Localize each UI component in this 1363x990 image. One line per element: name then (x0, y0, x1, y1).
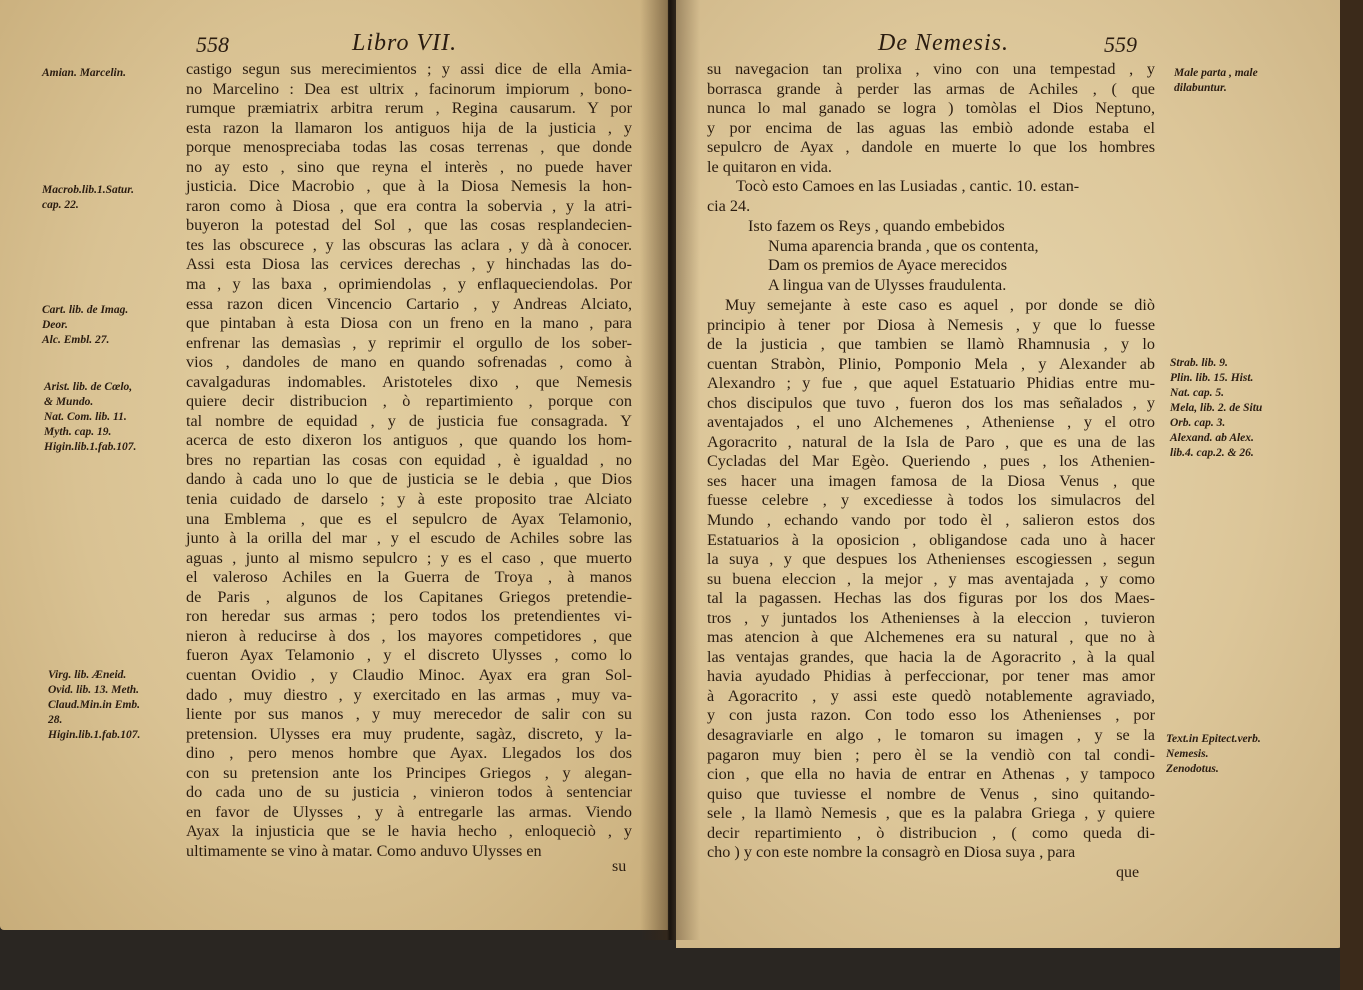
text-line: castigo segun sus merecimientos ; y assi dice de ella Amia- (186, 60, 632, 78)
text-line: cavalgaduras indomables. Aristoteles dixo , que Nemesis (186, 372, 632, 391)
verse-line: Numa aparencia branda , que os contenta, (768, 236, 1039, 255)
text-line: Ayax la injusticia que se le havia hecho , enloqueciò , y (186, 822, 632, 841)
text-line: porque menospreciaba todas las cosas terrenas , que donde (186, 138, 632, 157)
text-line: una Emblema , que es el sepulcro de Ayax Telamonio, (186, 509, 632, 528)
text-line: Estatuarios à la oposicion , obligandose cada uno à hacer (707, 530, 1155, 549)
margin-note-line: Claud.Min.in Emb. (48, 699, 141, 711)
text-line: pagaron muy bien ; pero èl se la vendiò con tal condi- (707, 745, 1155, 764)
text-line: enfrenar las demasìas , y reprimir el orgullo de los sober- (186, 333, 632, 352)
margin-note-line: Arist. lib. de Cœlo, (44, 381, 133, 393)
text-line: buyeron la potestad del Sol , que las cosas resplandecien- (186, 216, 632, 235)
text-line: le quitaron en vida. (707, 157, 832, 176)
margin-note-line: Plin. lib. 15. Hist. (1170, 372, 1254, 384)
book-edge (1340, 0, 1363, 990)
book-gutter (640, 0, 700, 940)
text-line: vios , dandoles de mano en quando sofrenadas , como à (186, 353, 632, 372)
left-margin-note (48, 668, 140, 743)
text-line: esta razon la llamaron los antiguos hija de la justicia , y (186, 118, 632, 137)
text-line: cho ) y con este nombre la consagrò en Diosa suya , para (707, 843, 1076, 862)
margin-note-line: Cart. lib. de Imag. (42, 304, 129, 316)
left-margin-note (42, 303, 128, 348)
camoes-citation-cont (707, 197, 750, 217)
text-line: y por encima de las aguas las embiò adonde estaba el (707, 118, 1155, 137)
left-running-header: Libro VII. (352, 30, 458, 56)
margin-note-line: Zenodotus. (1166, 763, 1219, 775)
camoes-citation-line: cia 24. (707, 197, 751, 215)
text-line: dando à cada uno lo que de justicia se le debia , que Dios (186, 470, 632, 489)
margin-note-line: 28. (48, 714, 63, 726)
text-line: tenia cuidado de darselo ; y à este proposito trae Alciato (186, 490, 632, 509)
text-line: tes las obscurece , y las obscuras las aclara , y dà à conocer. (186, 235, 632, 254)
right-page (676, 0, 1342, 948)
text-line: cuentan Ovidio , y Claudio Minoc. Ayax era gran Sol- (186, 665, 632, 684)
text-line: sele , la llamò Nemesis , que es la palabra Griega , y quiere (707, 804, 1155, 823)
text-line: principio à tener por Diosa à Nemesis , y que lo fuesse (707, 315, 1155, 334)
left-page-number: 558 (196, 32, 229, 57)
left-body-text (186, 60, 632, 861)
text-line: ses hacer una imagen famosa de la Diosa Venus , que (707, 471, 1155, 490)
text-line: cion , que ella no havia de entrar en Athenas , y tampoco (707, 765, 1155, 784)
right-body-text-top (707, 60, 1155, 177)
right-catchword: que (1116, 864, 1140, 881)
margin-note-line: Nat. Com. lib. 11. (44, 411, 127, 423)
text-line: fueron Ayax Telamonio , y el discreto Ulysses , como lo (186, 646, 632, 665)
text-line: desagraviarle en algo , le tomaron su imagen , y se la (707, 726, 1155, 745)
text-line: Mundo , echando vando por todo èl , salieron estos dos (707, 511, 1155, 530)
text-line: ron heredar sus armas ; pero todos los pretendientes vi- (186, 607, 632, 626)
text-line: con su pretension ante los Principes Griegos , y alegan- (186, 763, 632, 782)
text-line: havia ayudado Phidias à perfeccionar, por tener mas amor (707, 667, 1155, 686)
verse-line: Isto fazem os Reys , quando embebidos (748, 217, 1005, 235)
text-line: pretension. Ulysses era muy prudente, sagàz, discreto, y la- (186, 724, 632, 743)
text-line: Assi esta Diosa las cervices derechas , y hinchadas las do- (186, 255, 632, 274)
text-line: essa razon dicen Vincencio Cartario , y Andreas Alciato, (186, 294, 632, 313)
margin-note-line: Amian. Marcelin. (42, 67, 127, 79)
text-line: en favor de Ulysses , y à entregarle las armas. Viendo (186, 802, 632, 821)
text-line: tal la pagassen. Hechas las dos figuras por los dos Maes- (707, 589, 1155, 608)
text-line: junto à la orilla del mar , y el escudo de Achiles sobre las (186, 529, 632, 548)
text-line: à Agoracrito , y assi este quedò notablemente agraviado, (707, 686, 1155, 705)
right-margin-note (1174, 66, 1258, 96)
margin-note-line: Mela, lib. 2. de Situ (1170, 402, 1263, 414)
text-line: fuesse celebre , y excediesse à todos los simulacros del (707, 491, 1155, 510)
camoes-citation-line: Tocò esto Camoes en las Lusiadas , cantic. 10. estan- (736, 177, 1080, 195)
text-line: bres no repartian las cosas con equidad , è igualdad , no (186, 450, 632, 469)
text-line: raron como à Diosa , que era contra la sobervia , y la atri- (186, 196, 632, 215)
text-line: que pintaban à esta Diosa con un freno en la mano , para (186, 314, 632, 333)
text-line: y con justa razon. Con todo esso los Athenienses , por (707, 706, 1155, 725)
margin-note-line: Male parta , male (1174, 67, 1258, 79)
camoes-citation (736, 177, 1079, 197)
margin-note-line: Deor. (42, 319, 68, 331)
text-line: su navegacion tan prolixa , vino con una tempestad , y (707, 60, 1155, 78)
text-line: ma , y las baxa , oprimiendolas , y enflaqueciendolas. Por (186, 275, 632, 294)
text-line: quiso que tuviesse el nombre de Venus , sino quitando- (707, 784, 1155, 803)
text-line: cuentan Strabòn, Plinio, Pomponio Mela , y Alexander ab (707, 354, 1155, 373)
text-line: rumque præmiatrix arbitra rerum , Regina causarum. Y por (186, 99, 632, 118)
left-margin-note (44, 380, 136, 455)
text-line: tros , y juntados los Athenienses à la eleccion , tuvieron (707, 608, 1155, 627)
verse-block (748, 217, 1039, 295)
text-line: dino , pero menos hombre que Ayax. Llegados los dos (186, 744, 632, 763)
margin-note-line: Text.in Epitect.verb. (1166, 733, 1261, 745)
text-line: justicia. Dice Macrobio , que à la Diosa Nemesis la hon- (186, 177, 632, 196)
right-page-number: 559 (1104, 32, 1137, 57)
left-catchword: su (612, 858, 627, 875)
left-margin-note (42, 183, 134, 213)
text-line: nunca lo mal ganado se logra ) tomòlas el Dios Neptuno, (707, 99, 1155, 118)
margin-note-line: Alc. Embl. 27. (42, 334, 110, 346)
text-line: las ventajas grandes, que hacia la de Agoracrito , à la qual (707, 647, 1155, 666)
text-line: borrasca grande à perder las armas de Achiles , ( que (707, 79, 1155, 98)
text-line: decir repartimiento , ò distribucion , ( como queda di- (707, 823, 1155, 842)
text-line: no ay esto , sino que reyna el interès , no puede haver (186, 157, 632, 176)
text-line: Alexandro ; y fue , que aquel Estatuario Phidias entre mu- (707, 374, 1155, 393)
margin-note-line: Higin.lib.1.fab.107. (48, 729, 141, 741)
right-margin-note (1166, 732, 1261, 777)
margin-note-line: Ovid. lib. 13. Meth. (48, 684, 140, 696)
text-line: do cada uno de su justicia , vinieron todos à sentenciar (186, 783, 632, 802)
text-line: aventajados , el uno Alchemenes , Atheniense , y el otro (707, 413, 1155, 432)
margin-note-line: Virg. lib. Æneid. (48, 669, 127, 681)
text-line: ultimamente se vino à matar. Como anduvo Ulysses en (186, 841, 542, 860)
text-line: mas atencion à que Alchemenes era su natural , que no à (707, 628, 1155, 647)
text-line: de Paris , algunos de los Capitanes Griegos pretendie- (186, 587, 632, 606)
margin-note-line: Nemesis. (1166, 748, 1209, 760)
text-line: sepulcro de Ayax , dandole en muerte lo que los hombres (707, 138, 1155, 157)
margin-note-line: lib.4. cap.2. & 26. (1170, 447, 1254, 459)
text-line: Muy semejante à este caso es aquel , por donde se diò (725, 296, 1155, 314)
margin-note-line: Higin.lib.1.fab.107. (44, 441, 137, 453)
text-line: dado , muy diestro , y exercitado en las armas , muy va- (186, 685, 632, 704)
text-line: el valeroso Achiles en la Guerra de Troya , à manos (186, 568, 632, 587)
margin-note-line: Strab. lib. 9. (1170, 357, 1228, 369)
text-line: no Marcelino : Dea est ultrix , facinorum impiorum , bono- (186, 79, 632, 98)
text-line: de la justicia , que tambien se llamò Rhamnusia , y lo (707, 335, 1155, 354)
left-margin-note (42, 66, 126, 81)
text-line: acerca de esto dixeron los antiguos , que quando los hom- (186, 431, 632, 450)
right-body-text-bottom (707, 296, 1155, 863)
margin-note-line: Nat. cap. 5. (1170, 387, 1224, 399)
verse-line: Dam os premios de Ayace merecidos (768, 256, 1008, 275)
text-line: quiere decir distribucion , ò repartimiento , porque con (186, 392, 632, 411)
text-line: tal nombre de equidad , y de justicia fue consagrada. Y (186, 411, 632, 430)
left-page (0, 0, 668, 930)
text-line: chos discipulos que tuvo , fueron dos los mas señalados , y (707, 393, 1155, 412)
margin-note-line: dilabuntur. (1174, 82, 1227, 94)
text-line: nieron à reducirse à dos , los mayores competidores , que (186, 626, 632, 645)
margin-note-line: Myth. cap. 19. (44, 426, 112, 438)
text-line: liente por sus manos , y muy merecedor de salir con su (186, 705, 632, 724)
margin-note-line: Orb. cap. 3. (1170, 417, 1226, 429)
margin-note-line: cap. 22. (42, 199, 79, 211)
text-line: aguas , junto al mismo sepulcro ; y es el caso , que muerto (186, 548, 632, 567)
text-line: la suya , y que despues los Athenienses escogiessen , segun (707, 550, 1155, 569)
verse-line: A lingua van de Ulysses fraudulenta. (768, 275, 1007, 294)
right-running-header: De Nemesis. (878, 30, 1009, 56)
margin-note-line: Alexand. ab Alex. (1170, 432, 1254, 444)
text-line: su buena eleccion , la mejor , y mas aventajada , y como (707, 569, 1155, 588)
margin-note-line: & Mundo. (44, 396, 94, 408)
text-line: Agoracrito , natural de la Isla de Paro , que es una de las (707, 432, 1155, 451)
text-line: Cycladas del Mar Egèo. Queriendo , pues , los Athenien- (707, 452, 1155, 471)
margin-note-line: Macrob.lib.1.Satur. (42, 184, 135, 196)
right-margin-note (1170, 356, 1262, 461)
